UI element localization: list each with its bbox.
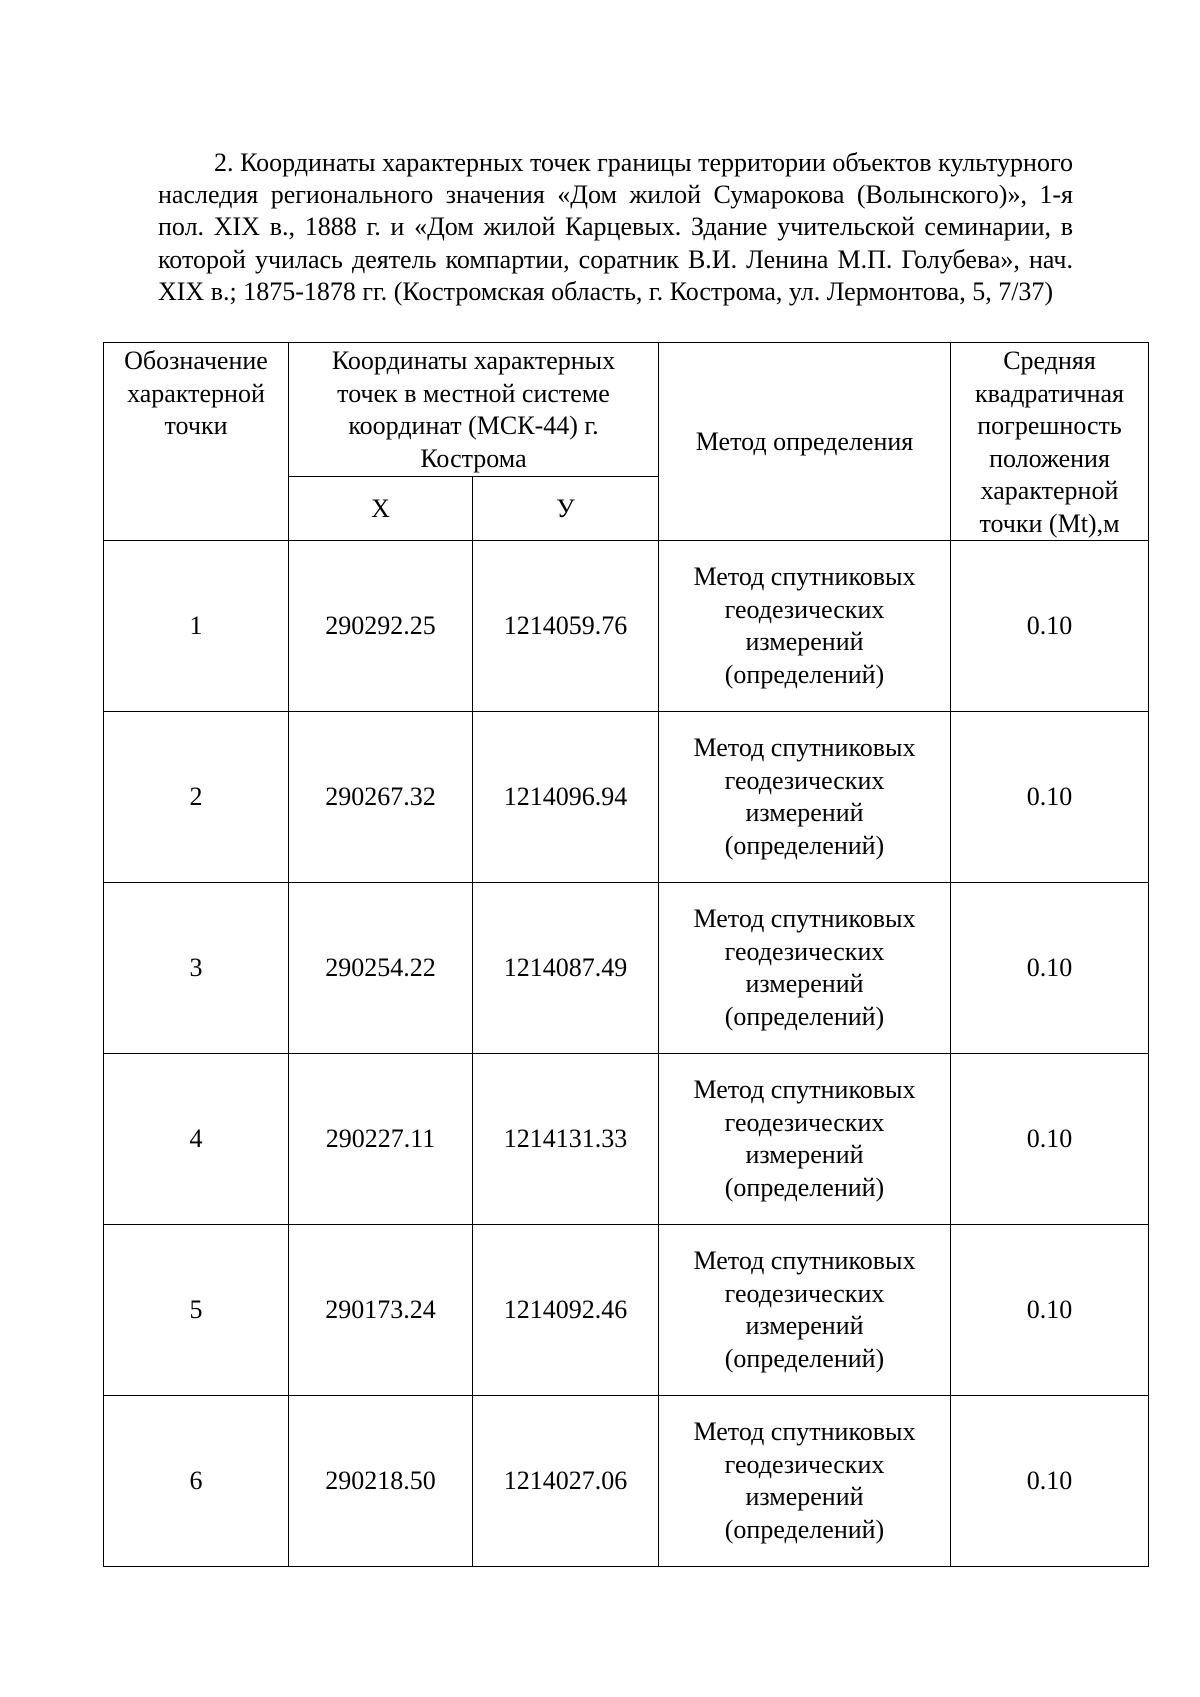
coord-x: 290227.11 xyxy=(289,1054,473,1225)
error-value: 0.10 xyxy=(951,1054,1149,1225)
method: Метод спутниковых геодезических измерений (определений) xyxy=(659,1225,951,1396)
table-row xyxy=(104,1225,1149,1396)
coord-x: 290218.50 xyxy=(289,1396,473,1567)
header-y: У xyxy=(473,476,659,540)
section-heading: 2. Координаты характерных точек границы территории объектов культурного наследия регионального значения «Дом жилой Сумарокова (Волынского)», 1-я пол. XIX в., 1888 г. и «Дом жилой Карцевых. Здание учительской семинарии, в которой училась деятель компартии, соратник В.И. Ленина М.П. Голубева», нач. XIX в.; 1875-1878 гг. (Костромская область, г. Кострома, ул. Лермонтова, 5, 7/37) xyxy=(158,148,1073,306)
header-error: Средняя квадратичная погрешность положения характерной точки (Mt),м xyxy=(951,343,1149,541)
coord-y: 1214027.06 xyxy=(473,1396,659,1567)
point-number: 4 xyxy=(104,1054,289,1225)
error-value: 0.10 xyxy=(951,1396,1149,1567)
coordinates-table xyxy=(103,342,1149,1567)
error-value: 0.10 xyxy=(951,1225,1149,1396)
point-number: 2 xyxy=(104,712,289,883)
coord-x: 290267.32 xyxy=(289,712,473,883)
header-x: X xyxy=(289,476,473,540)
coord-y: 1214087.49 xyxy=(473,883,659,1054)
header-method: Метод определения xyxy=(659,343,951,541)
coord-x: 290173.24 xyxy=(289,1225,473,1396)
point-number: 1 xyxy=(104,541,289,712)
method: Метод спутниковых геодезических измерений (определений) xyxy=(659,1054,951,1225)
method: Метод спутниковых геодезических измерений (определений) xyxy=(659,712,951,883)
method: Метод спутниковых геодезических измерений (определений) xyxy=(659,1396,951,1567)
error-value: 0.10 xyxy=(951,541,1149,712)
header-point: Обозначение характерной точки xyxy=(104,343,289,541)
coord-y: 1214092.46 xyxy=(473,1225,659,1396)
error-value: 0.10 xyxy=(951,883,1149,1054)
point-number: 3 xyxy=(104,883,289,1054)
header-coordinates: Координаты характерных точек в местной системе координат (МСК-44) г. Кострома xyxy=(289,343,659,477)
method: Метод спутниковых геодезических измерений (определений) xyxy=(659,883,951,1054)
point-number: 5 xyxy=(104,1225,289,1396)
table-row xyxy=(104,712,1149,883)
table-row xyxy=(104,883,1149,1054)
coord-y: 1214131.33 xyxy=(473,1054,659,1225)
table-row xyxy=(104,1054,1149,1225)
error-value: 0.10 xyxy=(951,712,1149,883)
method: Метод спутниковых геодезических измерений (определений) xyxy=(659,541,951,712)
coord-y: 1214096.94 xyxy=(473,712,659,883)
coord-x: 290254.22 xyxy=(289,883,473,1054)
coord-x: 290292.25 xyxy=(289,541,473,712)
coord-y: 1214059.76 xyxy=(473,541,659,712)
point-number: 6 xyxy=(104,1396,289,1567)
table-row xyxy=(104,1396,1149,1567)
table-row xyxy=(104,541,1149,712)
